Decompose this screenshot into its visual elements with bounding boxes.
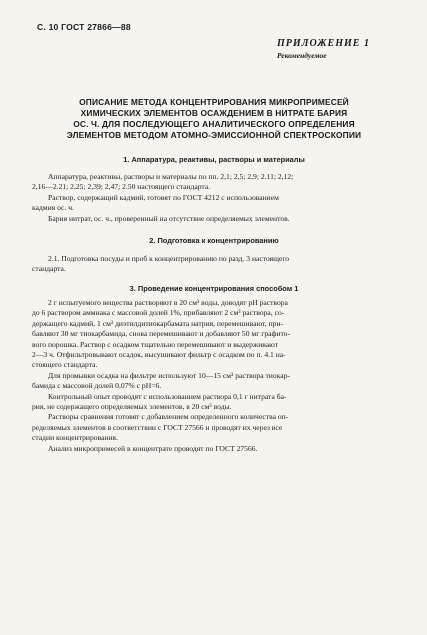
text-line: Анализ микропримесей в концентрате проводят по ГОСТ 27566. <box>48 443 258 453</box>
appendix-title: ПРИЛОЖЕНИЕ 1 <box>277 38 370 49</box>
title-line: ХИМИЧЕСКИХ ЭЛЕМЕНТОВ ОСАЖДЕНИЕМ В НИТРАТЕ БАРИЯ <box>80 108 348 118</box>
text-line: стандарта. <box>32 264 66 274</box>
text-line: кадмия ос. ч. <box>32 203 74 213</box>
text-line: Контрольный опыт проводят с использованием раствора 0,1 г нитрата ба- <box>48 391 287 401</box>
section-1-title: 1. Аппаратура, реактивы, растворы и материалы <box>123 155 305 164</box>
text-line: стоящего стандарта. <box>32 360 98 370</box>
title-line: ЭЛЕМЕНТОВ МЕТОДОМ АТОМНО-ЭМИССИОННОЙ СПЕКТРОСКОПИИ <box>66 130 362 140</box>
text-line: стадии концентрирования. <box>32 433 118 443</box>
document-title <box>38 97 390 141</box>
text-line: бавляют 30 мг тиокарбамида, снова перемешивают и добавляют 50 мг графито- <box>32 329 291 339</box>
text-line: 2,16—2.21; 2,25; 2,39; 2,47; 2.50 настоящего стандарта. <box>32 182 211 192</box>
text-line: рия, не содержащего определяемых элементов, в 20 см³ воды. <box>32 402 232 412</box>
appendix-block <box>277 38 387 60</box>
text-line: Раствор, содержащий кадмий, готовят по ГОСТ 4212 с использованием <box>48 192 279 202</box>
text-line: 2—3 ч. Отфильтровывают осадок, высушивают фильтр с осадком по п. 4.1 на- <box>32 350 286 360</box>
section-2-body <box>32 254 390 275</box>
text-line: 2.1. Подготовка посуды и проб к концентрированию по разд. 3 настоящего <box>48 254 290 263</box>
section-3-body <box>32 298 390 454</box>
section-1-body <box>32 172 390 224</box>
title-line: ОС. Ч. ДЛЯ ПОСЛЕДУЮЩЕГО АНАЛИТИЧЕСКОГО ОПРЕДЕЛЕНИЯ <box>73 119 355 129</box>
appendix-subtitle: Рекомендуемое <box>277 51 327 60</box>
text-line: ределяемых элементов в соответствии с ГОСТ 27566 и проводят их через все <box>32 422 283 432</box>
text-line: Бария нитрат, ос. ч., проверенный на отсутствие определяемых элементов. <box>48 213 290 223</box>
text-line: вого порошка. Раствор с осадком тщательно перемешивают и выдерживают <box>32 339 279 349</box>
text-line: 2 г испытуемого вещества растворяют в 20 см³ воды, доводят pH раствора <box>48 298 288 307</box>
section-3-title: 3. Проведение концентрирования способом 1 <box>129 284 299 293</box>
text-line: Для промывки осадка на фильтре используют 10—15 см³ раствора тиокар- <box>48 370 290 380</box>
text-line: Растворы сравнения готовят с добавлением определенного количества оп- <box>48 412 289 422</box>
text-line: до 6 раствором аммиака с массовой долей 1%, прибавляют 2 см³ раствора, со- <box>32 308 285 318</box>
text-line: бамида с массовой долей 0,07% с pH=6. <box>32 381 162 391</box>
page-header: С. 10 ГОСТ 27866—88 <box>37 22 131 32</box>
section-2-title: 2. Подготовка к концентрированию <box>149 236 279 245</box>
title-line: ОПИСАНИЕ МЕТОДА КОНЦЕНТРИРОВАНИЯ МИКРОПРИМЕСЕЙ <box>79 97 349 107</box>
text-line: держащего кадмий, 1 см³ диэтилдитиокарбамата натрия, перемешивают, при- <box>32 318 284 328</box>
text-line: Аппаратура, реактивы, растворы и материалы по пп. 2,1; 2,5; 2,9; 2.11; 2,12; <box>48 172 294 181</box>
